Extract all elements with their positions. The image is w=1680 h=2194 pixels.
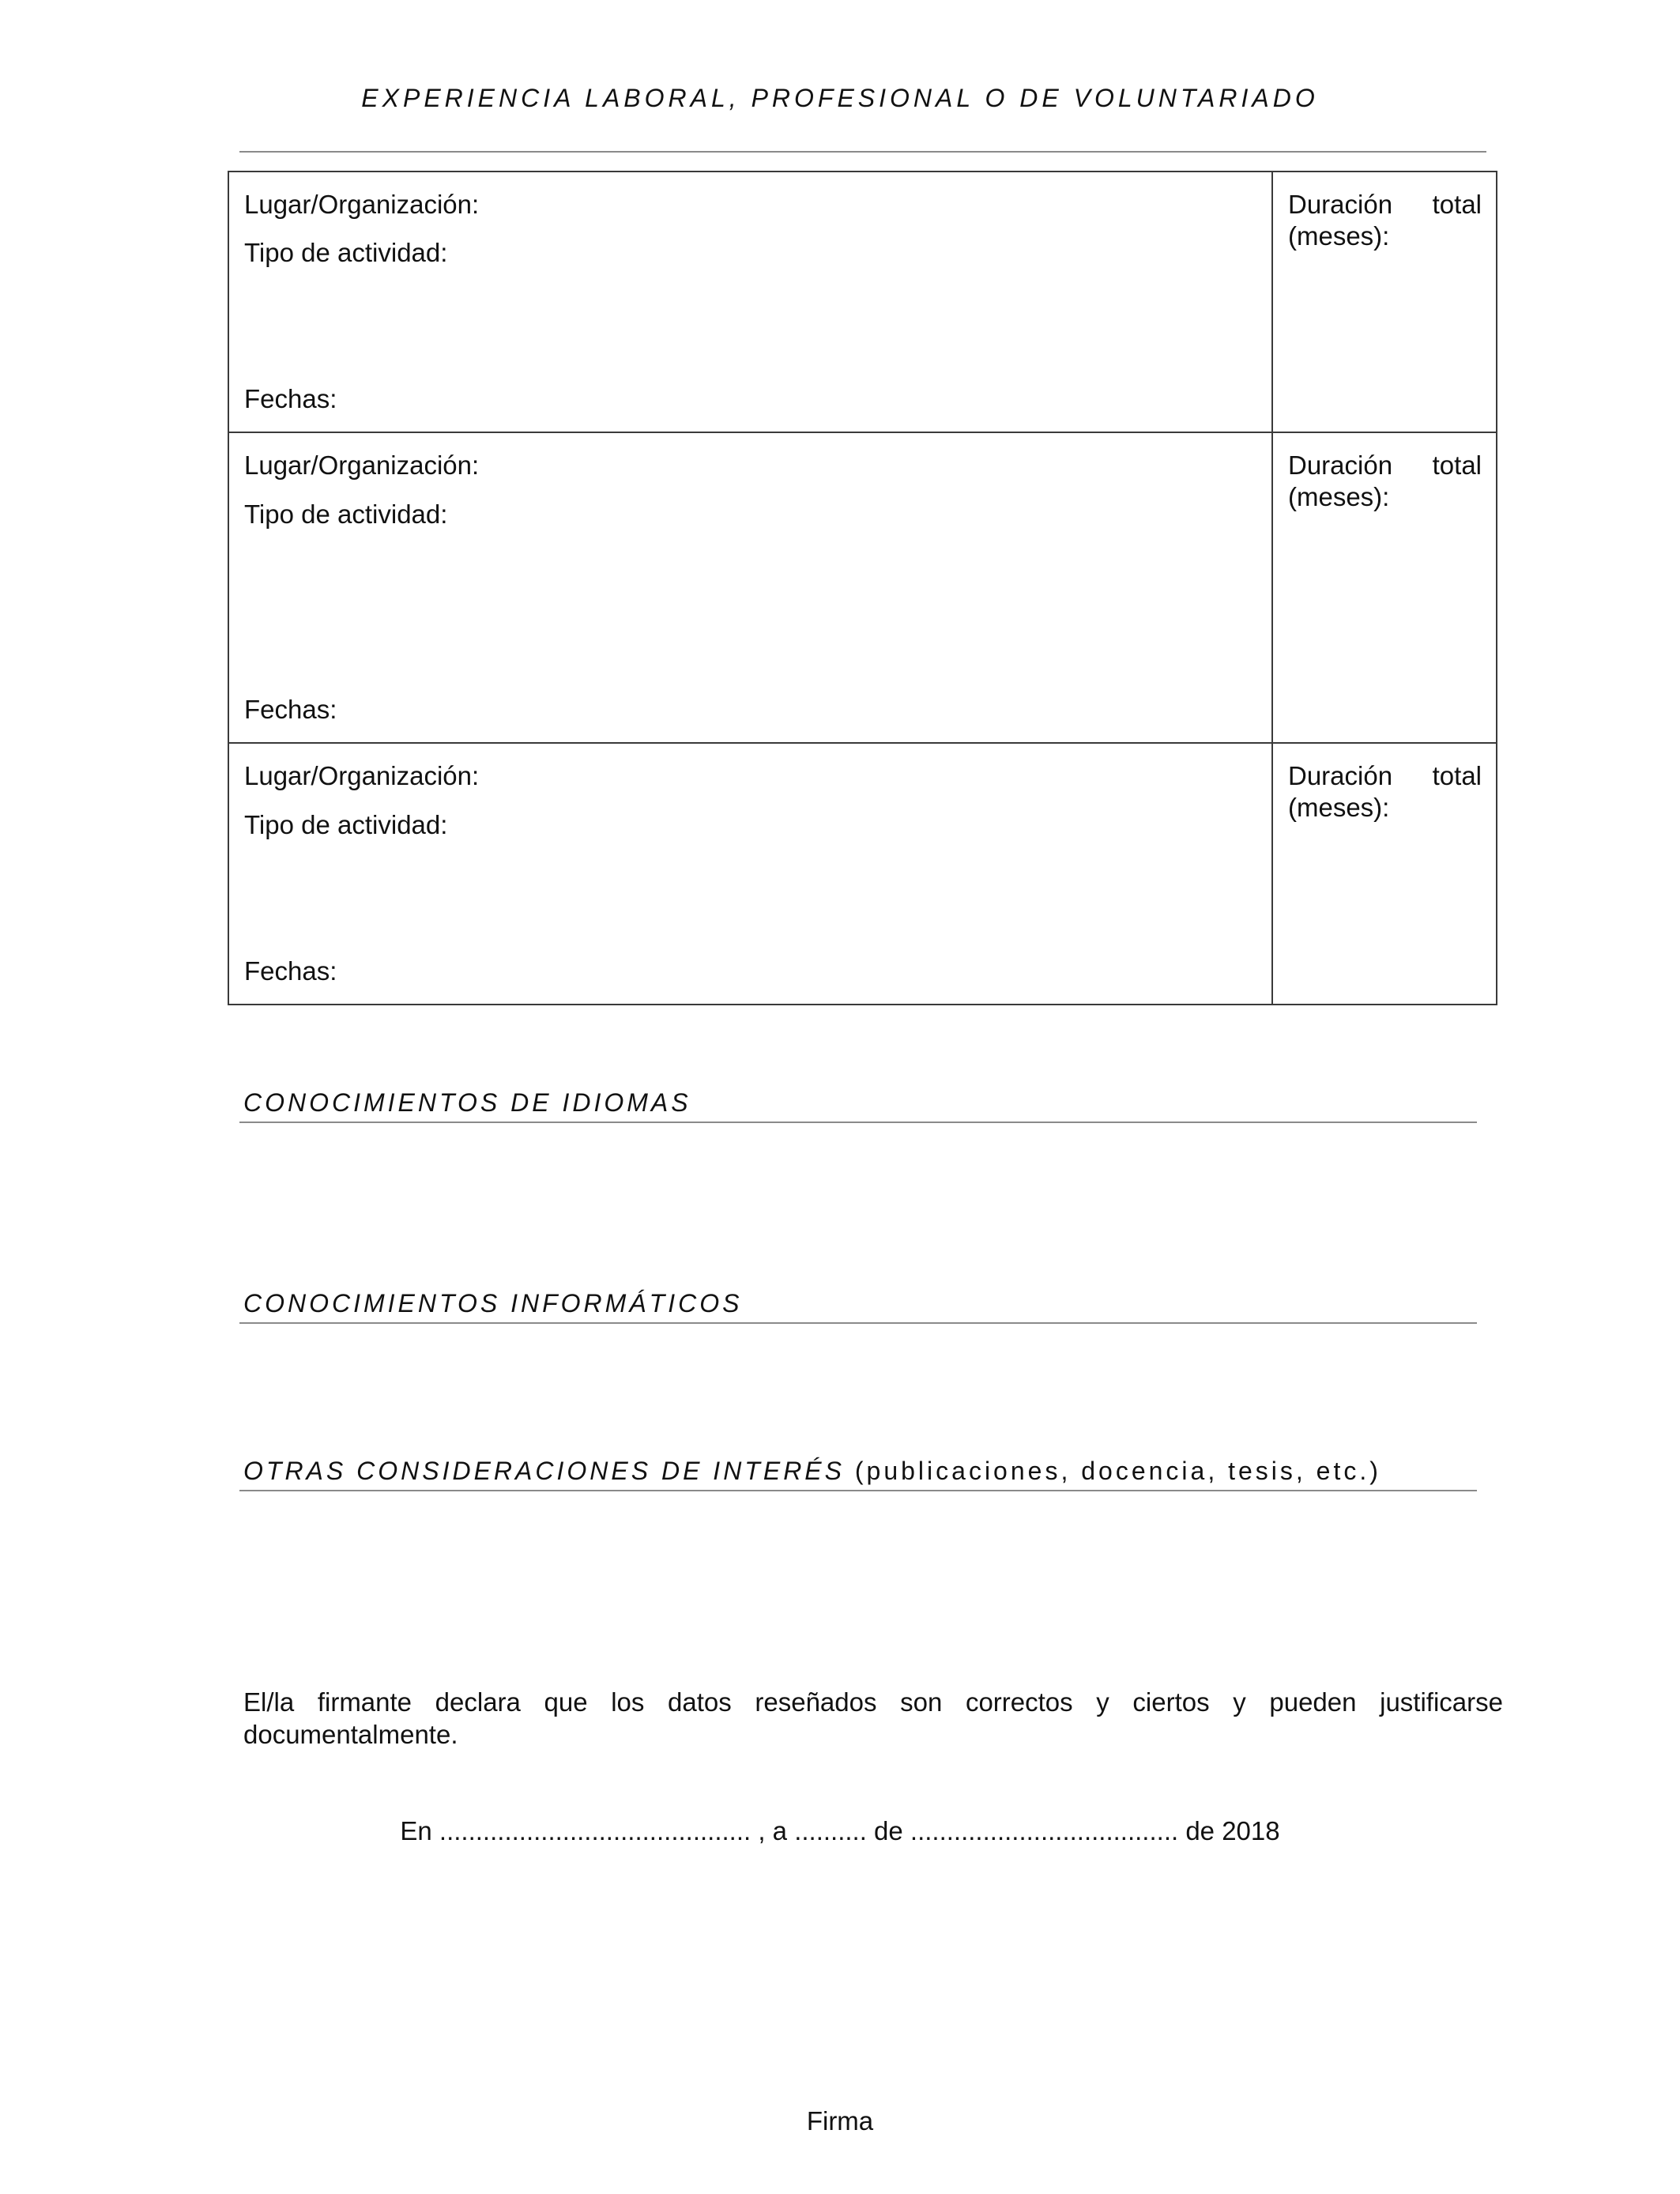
section-heading-idiomas: CONOCIMIENTOS DE IDIOMAS <box>243 1088 691 1117</box>
otras-note: (publicaciones, docencia, tesis, etc.) <box>854 1457 1381 1485</box>
duration-cell[interactable] <box>1272 743 1497 1005</box>
fechas-label: Fechas: <box>244 384 337 413</box>
section-divider <box>239 1322 1477 1324</box>
total-word: total <box>1432 761 1482 790</box>
table-row <box>228 432 1497 743</box>
page-title: EXPERIENCIA LABORAL, PROFESIONAL O DE VOLUNTARIADO <box>361 84 1319 112</box>
fechas-label: Fechas: <box>244 695 337 724</box>
experience-entry-cell[interactable] <box>228 172 1272 432</box>
section-divider <box>239 1490 1477 1491</box>
lugar-label: Lugar/Organización: <box>244 450 480 480</box>
duration-cell[interactable] <box>1272 432 1497 743</box>
duration-cell[interactable] <box>1272 172 1497 432</box>
tipo-label: Tipo de actividad: <box>244 238 448 267</box>
declaration-text: El/la firmante declara que los datos reseñados son correctos y ciertos y pueden justificarse documentalmente. <box>243 1687 1503 1749</box>
title-divider <box>239 151 1486 153</box>
section-heading-otras <box>243 1457 1381 1486</box>
signature-label: Firma <box>806 2106 874 2136</box>
section-heading-informaticos: CONOCIMIENTOS INFORMÁTICOS <box>243 1289 743 1318</box>
experience-entry-cell[interactable] <box>228 432 1272 743</box>
duration-label <box>1288 189 1482 221</box>
place-date-line: En ........................................... , a .......... de ..................................... de 2018 <box>400 1816 1280 1845</box>
experience-table <box>228 171 1497 1005</box>
tipo-label: Tipo de actividad: <box>244 499 448 529</box>
table-row <box>228 743 1497 1005</box>
fechas-label: Fechas: <box>244 956 337 986</box>
table-row <box>228 172 1497 432</box>
months-label: (meses): <box>1288 482 1390 511</box>
otras-title: OTRAS CONSIDERACIONES DE INTERÉS <box>243 1457 845 1485</box>
section-divider <box>239 1122 1477 1123</box>
tipo-label: Tipo de actividad: <box>244 810 448 839</box>
lugar-label: Lugar/Organización: <box>244 761 480 790</box>
total-word: total <box>1432 190 1482 219</box>
duration-label <box>1288 450 1482 481</box>
duration-word: Duración <box>1288 450 1393 480</box>
duration-label <box>1288 760 1482 792</box>
duration-word: Duración <box>1288 761 1393 790</box>
duration-word: Duración <box>1288 190 1393 219</box>
total-word: total <box>1432 450 1482 480</box>
experience-entry-cell[interactable] <box>228 743 1272 1005</box>
months-label: (meses): <box>1288 221 1390 251</box>
lugar-label: Lugar/Organización: <box>244 190 480 219</box>
months-label: (meses): <box>1288 793 1390 822</box>
